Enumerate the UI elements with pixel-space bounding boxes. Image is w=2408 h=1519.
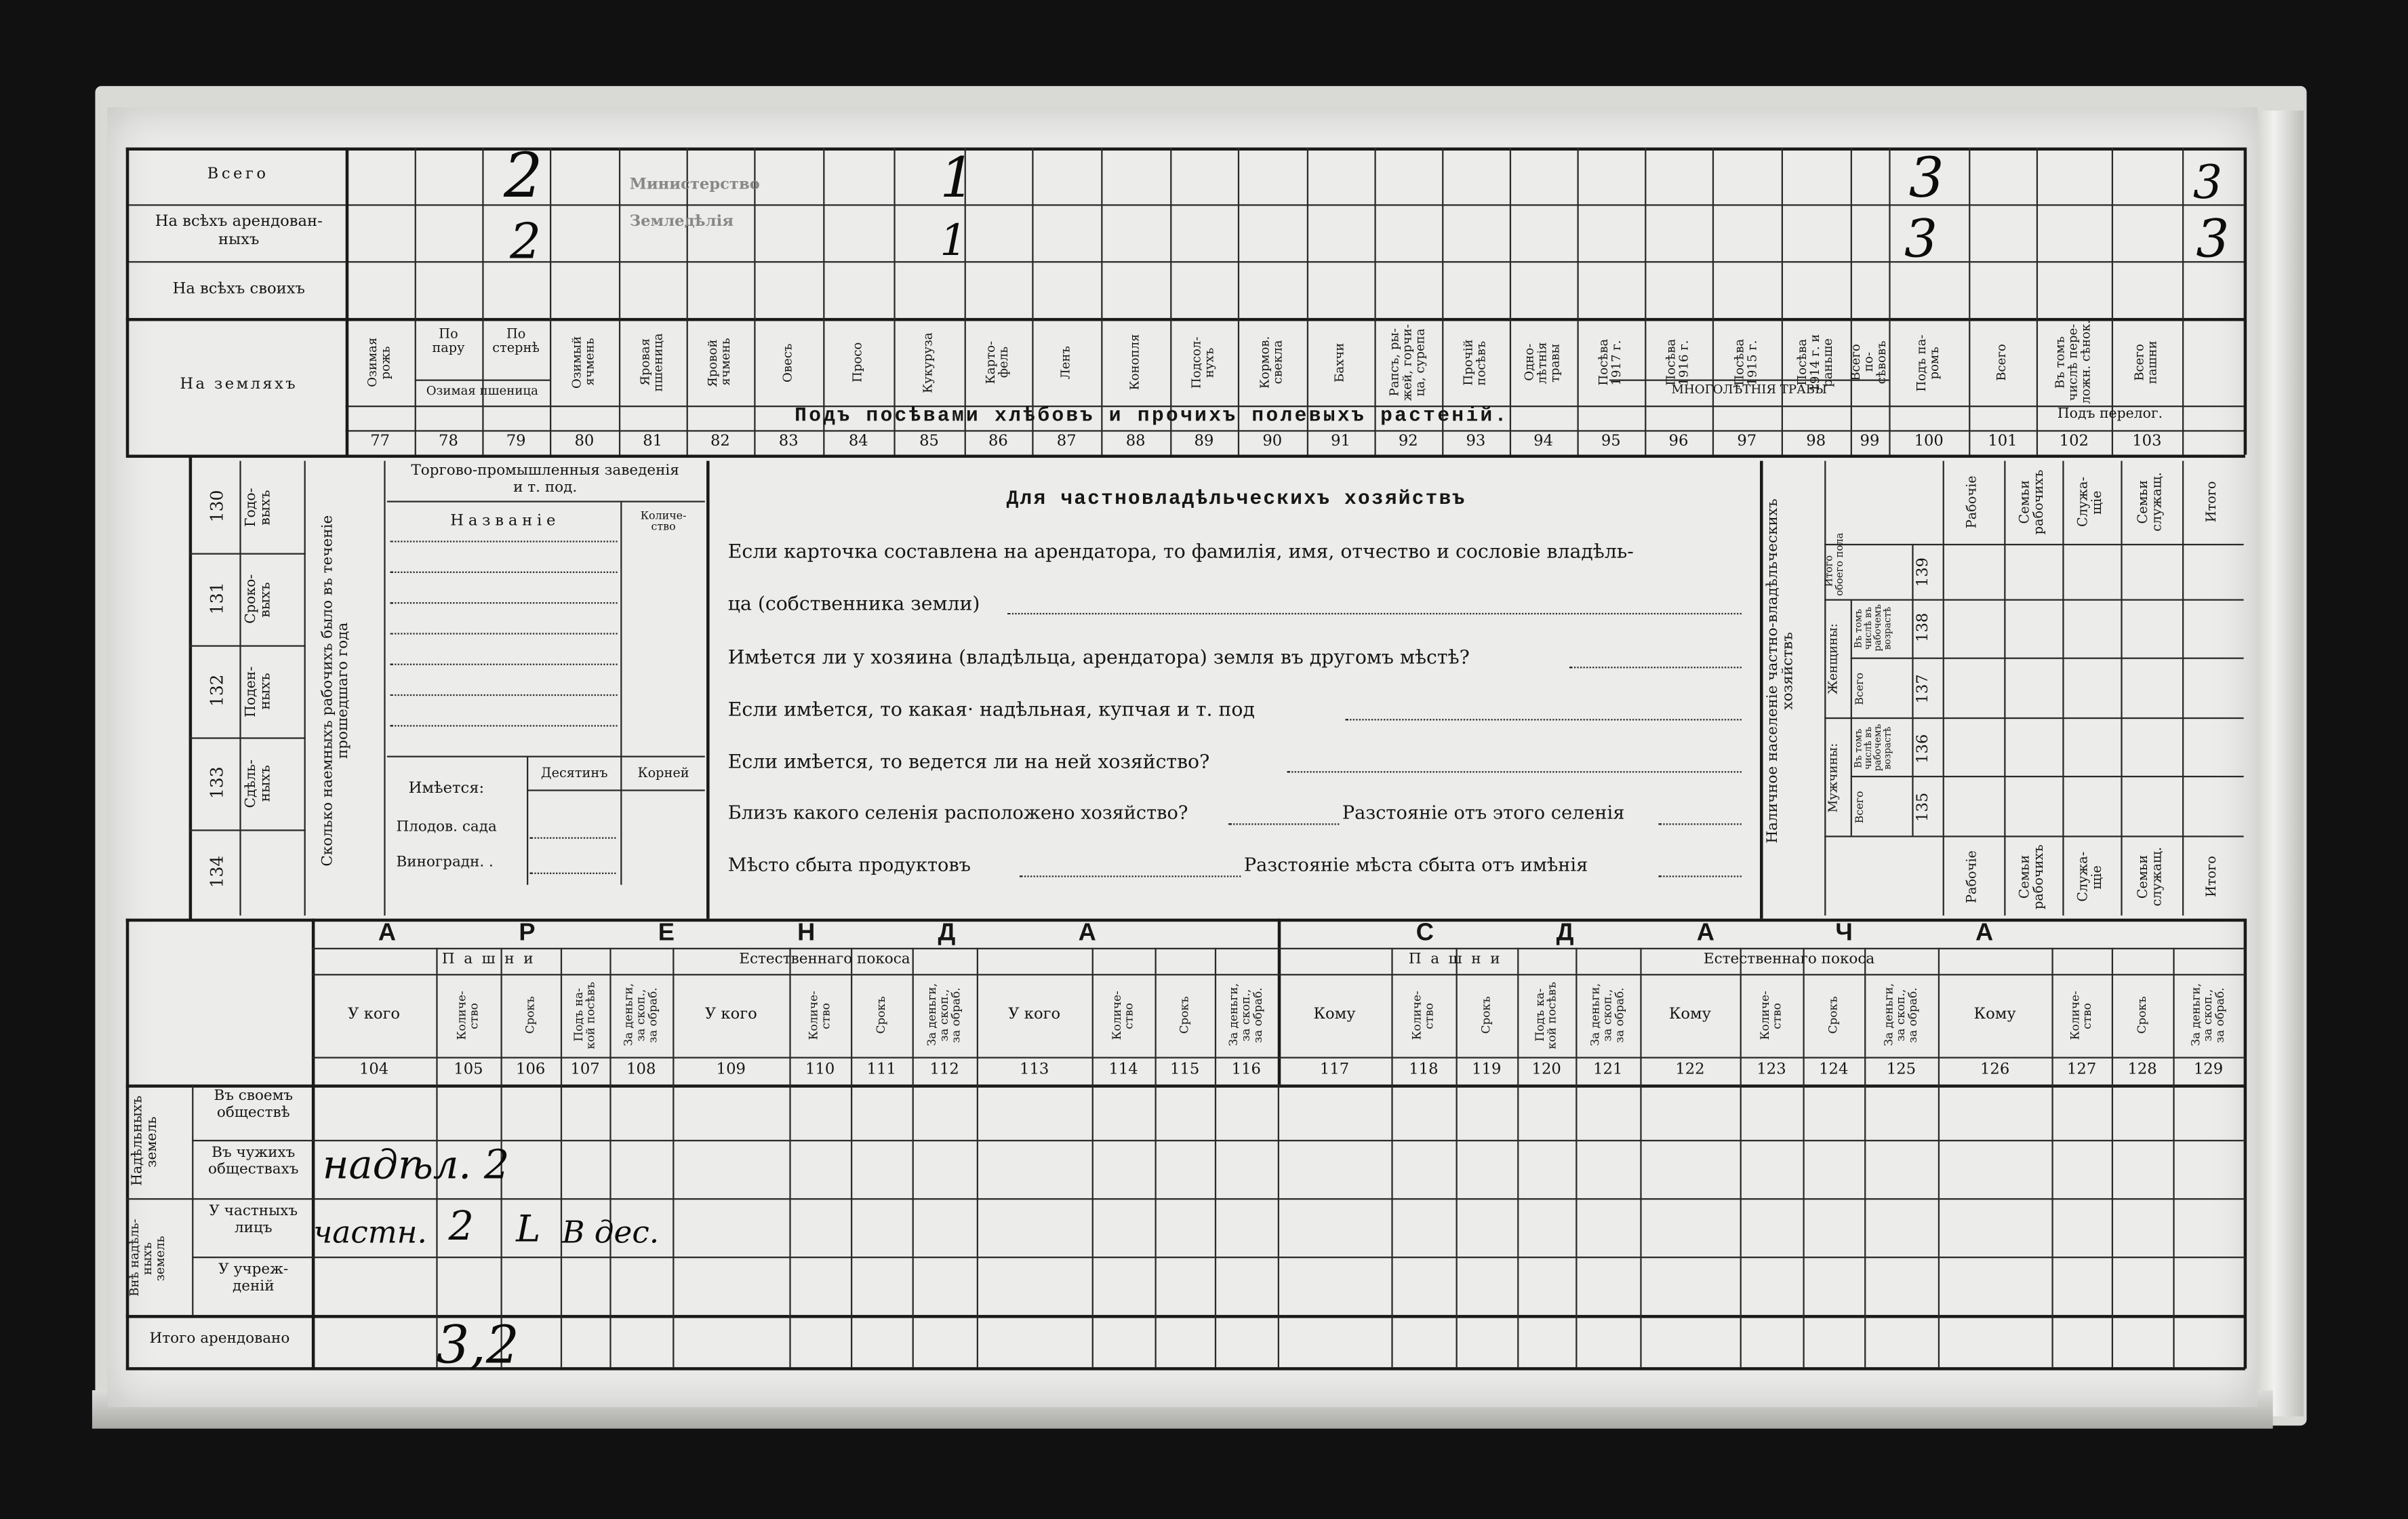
bottom-col-header-4: Подъ на- кой посѣвъ [571,981,598,1050]
row-label-na-zemlyakh: На земляхъ [180,376,298,393]
hw-vsego-3b: 3 [2192,157,2223,211]
population-col-top-1: Рабочiе [1965,475,1981,529]
question-3: Если имѣется, то какая· надѣльная, купчая и т. под [727,697,1255,721]
trade-title: Торгово-промышленныя заведенiя и т. под. [411,462,679,496]
row-u-uchrezhdeniy: У учреж- денiй [218,1261,289,1295]
top-col-number: 77 [370,433,390,450]
hw-arend-1: 1 [940,215,967,266]
stamp-text-1: Министерство [629,176,760,194]
bottom-col-number: 112 [929,1061,959,1079]
question-4: Если имѣется, то ведется ли на ней хозяйство? [727,749,1210,773]
top-col-number: 87 [1056,433,1077,450]
top-col-header-10: Карто- фель [984,340,1011,384]
bottom-col-number: 105 [454,1061,483,1079]
bottom-col-number: 125 [1886,1061,1917,1079]
top-col-number: 84 [848,433,868,450]
top-col-number: 98 [1806,433,1826,450]
hw-row3-chastn: частн. [313,1213,427,1250]
top-col-number: 95 [1601,433,1621,450]
mnogoletnie-travy-label: МНОГОЛѢТНIЯ ТРАВЫ [1671,382,1827,397]
bottom-col-header-13: За деньги, за скоп., за обраб. [1226,983,1265,1047]
bottom-col-number: 117 [1319,1061,1350,1079]
hw-row2-nadel: надѣл. 2 [322,1143,510,1189]
hw-vsego-2: 2 [504,141,543,212]
bottom-col-header-10: У кого [1008,1006,1061,1023]
bottom-col-number: 109 [716,1061,746,1079]
top-col-header-23: Всего по- сѣвовъ [1849,340,1889,384]
trade-name-col: Названiе [450,513,561,530]
hired-col-number: 132 [207,675,228,708]
hired-col-label: Сдѣль- ныхъ [244,759,275,808]
imeetsya-label: Имѣется: [408,780,485,797]
bottom-col-number: 129 [2193,1061,2224,1079]
hired-col-label: Годо- выхъ [244,487,275,527]
bottom-col-header-23: Кому [1973,1006,2016,1023]
v-tom-zh-label: Въ томъ числѣ въ рабочемъ возрастѣ [1853,604,1893,652]
question-1b: ца (собственника земли) [727,591,980,615]
top-col-number: 78 [439,433,458,450]
population-col-top-5: Итого [2204,481,2220,524]
top-col-number: 86 [988,433,1008,450]
top-col-number: 90 [1262,433,1283,450]
row-u-chastnykh: У частныхъ лицъ [209,1202,298,1237]
bottom-col-header-12: Срокъ [1177,996,1191,1035]
bottom-col-number: 104 [359,1061,389,1079]
population-title: Наличное населенiе частно-владѣльческихъ хозяйствъ [1764,498,1797,844]
hired-col-label: Сроко- выхъ [244,574,275,624]
top-col-number: 83 [778,433,799,450]
question-2: Имѣется ли у хозяина (владѣльца, арендатора) земля въ другомъ мѣстѣ? [727,645,1470,669]
bottom-col-number: 108 [626,1061,656,1079]
population-col-top-2: Семьи рабочихъ [2018,469,2047,535]
bottom-col-number: 118 [1409,1061,1439,1079]
bottom-col-number: 127 [2066,1061,2097,1079]
population-col-top-3: Служа- щiе [2076,477,2106,528]
hw-row3-L: L [516,1207,541,1250]
row-v-chuzhikh: Въ чужихъ обществахъ [208,1144,299,1179]
top-col-header-13: Подсол- нухъ [1189,336,1217,389]
bottom-col-header-26: За деньги, за скоп., за обраб. [2188,983,2227,1047]
top-col-header-21: Посѣва 1915 г. [1732,339,1759,387]
sdacha-title: СДАЧА [1416,920,2116,947]
v-tom-m-label: Въ томъ числѣ въ рабочемъ возрастѣ [1853,724,1893,772]
top-col-header-17: Прочiй посѣвъ [1461,339,1489,386]
top-col-number: 94 [1533,433,1554,450]
hired-col-label: Поден- ныхъ [244,665,275,717]
bottom-col-header-20: Количе- ство [1757,991,1784,1040]
bottom-col-number: 120 [1531,1061,1561,1079]
top-col-header-19: Посѣва 1917 г. [1597,339,1624,387]
question-1a: Если карточка составлена на арендатора, то фамилiя, имя, отчество и сословiе владѣль- [727,539,1634,563]
bottom-col-number: 126 [1980,1061,2010,1079]
question-6a: Мѣсто сбыта продуктовъ [727,854,971,876]
bottom-col-number: 110 [805,1061,835,1079]
zhenshchiny-label: Женщины: [1826,623,1840,695]
row-itogo-arendovano: Итого арендовано [149,1330,290,1347]
banner-text: Подъ посѣвами хлѣбовъ и прочихъ полевыхъ растенiй. [795,403,1509,427]
bottom-col-number: 114 [1108,1061,1138,1079]
korney-label: Корней [637,766,689,783]
bottom-col-number: 116 [1231,1061,1261,1079]
bottom-col-header-15: Количе- ство [1409,991,1437,1040]
bottom-col-number: 122 [1675,1061,1705,1079]
top-col-header-27: Всего пашни [2132,340,2160,384]
population-col-top-4: Семьи служащ. [2136,472,2166,532]
bottom-col-header-3: Срокъ [523,996,537,1035]
bottom-col-header-7: Количе- ство [806,991,832,1040]
hw-row3-2: 2 [448,1204,474,1250]
top-col-header-8: Просо [850,342,864,383]
top-col-header-3: По стернѣ [492,327,540,357]
top-col-header-4: Озимый ячмень [569,336,597,389]
nadelnykh-zemel-label: Надѣльныхъ земель [130,1096,161,1187]
top-col-header-11: Ленъ [1058,345,1072,380]
hired-col-number: 133 [207,767,228,800]
group-label-pokosa: Естественнаго покоса [1703,951,1875,968]
bottom-col-header-17: Подъ ка- кой посѣвъ [1533,981,1559,1050]
population-col-bottom-1: Рабочiе [1965,850,1981,904]
top-col-header-1: Озимая рожь [365,338,393,388]
bottom-col-number: 128 [2127,1061,2157,1079]
pod-perelog-label: Подъ перелог. [2057,407,2163,422]
top-col-header-20: Посѣва 1916 г. [1664,339,1691,387]
bottom-col-header-21: Срокъ [1826,996,1840,1035]
bottom-col-number: 115 [1170,1061,1200,1079]
top-col-number: 101 [1988,433,2018,450]
hw-arend-2: 2 [510,212,542,271]
bottom-col-number: 121 [1593,1061,1623,1079]
top-col-number: 82 [710,433,730,450]
hired-col-number: 130 [207,490,228,524]
hw-row3-dec: В дес. [562,1213,660,1250]
bottom-col-header-5: За деньги, за скоп., за обраб. [621,983,660,1047]
hw-vsego-3: 3 [1908,147,1944,211]
vinograd-label: Виноградн. . [396,854,494,871]
top-col-number: 97 [1737,433,1757,450]
top-col-header-6: Яровой ячмень [706,338,733,387]
top-col-number: 89 [1194,433,1214,450]
bottom-col-header-19: Кому [1668,1006,1712,1023]
row-label-vsego: Всего [207,165,269,183]
top-col-header-15: Бахчи [1332,342,1347,382]
top-col-header-16: Рапсъ, ры- жей, горчи- ца, сурепа [1387,324,1427,401]
top-col-header-2: По пару [432,327,465,357]
top-col-number: 96 [1668,433,1689,450]
bottom-col-header-9: За деньги, за скоп., за обраб. [925,983,963,1047]
bottom-col-number: 123 [1757,1061,1786,1079]
top-col-number: 80 [574,433,595,450]
vsego-m-label: Всего [1853,790,1866,823]
group-label-pashni: Пашни [1408,951,1510,968]
bottom-col-number: 119 [1472,1061,1502,1079]
population-col-bottom-5: Итого [2204,856,2220,898]
bottom-col-header-11: Количе- ство [1109,991,1136,1040]
bottom-col-number: 124 [1819,1061,1849,1079]
population-col-bottom-4: Семьи служащ. [2136,847,2166,907]
paper-edge [2254,111,2303,1417]
hired-col-number: 131 [207,583,228,616]
bottom-col-header-2: Количе- ство [454,991,481,1040]
private-title: Для частновладѣльческихъ хозяйствъ [1006,487,1466,511]
row-v-svoem: Въ своемъ обществѣ [214,1087,294,1122]
itogo-pola-label: Итого обоего [1822,555,1846,596]
top-col-header-22: Посѣва 1914 г. и раньше [1794,334,1835,392]
bottom-col-number: 113 [1020,1061,1049,1079]
vsego-zh-label: Всего [1853,671,1866,705]
desyatin-label: Десятинъ [540,766,608,783]
top-col-header-25: Всего [1994,344,2009,381]
population-number: 135 [1914,791,1932,821]
muzhchiny-label: Мужчины: [1826,742,1840,812]
top-col-header-26: Въ томъ числѣ пере- ложн. сѣнок. [2053,320,2093,405]
top-col-number: 88 [1125,433,1146,450]
top-col-header-24: Подъ па- ромъ [1914,334,1942,391]
bottom-col-header-6: У кого [704,1006,757,1023]
question-6b: Разстоянiе мѣста сбыта отъ имѣнiя [1243,854,1588,876]
arenda-title: АРЕНДА [378,920,1219,947]
bottom-col-header-25: Срокъ [2134,996,2149,1035]
question-5a: Близъ какого селенiя расположено хозяйство? [727,802,1188,824]
bottom-col-number: 107 [570,1061,600,1079]
bottom-col-number: 111 [866,1061,896,1079]
top-col-number: 92 [1398,433,1418,450]
population-number: 138 [1914,612,1932,643]
bottom-col-header-22: За деньги, за скоп., за обраб. [1881,983,1920,1047]
top-col-number: 103 [2132,433,2162,450]
group-label-pashni: Пашни [441,951,543,968]
population-number: 136 [1914,733,1932,763]
bottom-col-header-24: Количе- ство [2068,991,2094,1040]
hw-total: 3,2 [436,1315,519,1377]
trade-qty-col: Количе- ство [640,510,687,534]
bottom-col-header-14: Кому [1313,1006,1356,1023]
row-label-arendovannykh: На всѣхъ арендован- ныхъ [155,213,323,248]
bottom-col-header-8: Срокъ [874,996,888,1035]
top-col-number: 99 [1860,433,1880,450]
plodov-sada-label: Плодов. сада [396,818,497,836]
top-col-number: 81 [643,433,663,450]
top-col-number: 91 [1331,433,1351,450]
top-col-header-9: Кукуруза [921,332,936,393]
bottom-col-header-16: Срокъ [1479,996,1493,1035]
hired-workers-title: Сколько наемныхъ рабочихъ было въ теченiе прошедшаго года [319,515,352,867]
population-col-bottom-2: Семьи рабочихъ [2018,844,2047,910]
stamp-text-2: Земледѣлiя [629,213,734,231]
top-col-number: 85 [919,433,939,450]
population-col-bottom-3: Служа- щiе [2076,852,2106,903]
bottom-col-number: 106 [516,1061,546,1079]
hw-arend-3b: 3 [2196,209,2230,271]
row-label-svoikh: На всѣхъ своихъ [172,281,305,298]
top-col-header-12: Конопля [1127,334,1142,391]
question-5b: Разстоянiе отъ этого селенiя [1342,802,1625,824]
top-col-header-18: Одно- лѣтнiя травы [1522,341,1563,384]
population-number: 139 [1914,557,1932,587]
top-col-number: 102 [2059,433,2089,450]
population-number: 137 [1914,673,1932,703]
hw-arend-3: 3 [1904,209,1938,271]
bottom-col-header-1: У кого [348,1006,401,1023]
hw-vsego-1: 1 [940,147,976,211]
top-col-number: 93 [1466,433,1486,450]
bottom-col-header-18: За деньги, за скоп., за обраб. [1588,983,1626,1047]
hired-col-number: 134 [207,856,228,889]
top-col-number: 100 [1914,433,1944,450]
vne-nadelnykh-label: Внѣ надѣль- ныхъ земель [127,1219,167,1297]
top-col-header-7: Овесъ [780,342,795,382]
top-col-header-14: Кормов. свекла [1258,336,1285,389]
top-col-header-5: Яровая пшеница [638,333,665,392]
top-col-number: 79 [506,433,526,450]
ozimaya-pshenitsa-label: Озимая пшеница [426,384,538,398]
group-label-pokosa: Естественнаго покоса [739,951,910,968]
